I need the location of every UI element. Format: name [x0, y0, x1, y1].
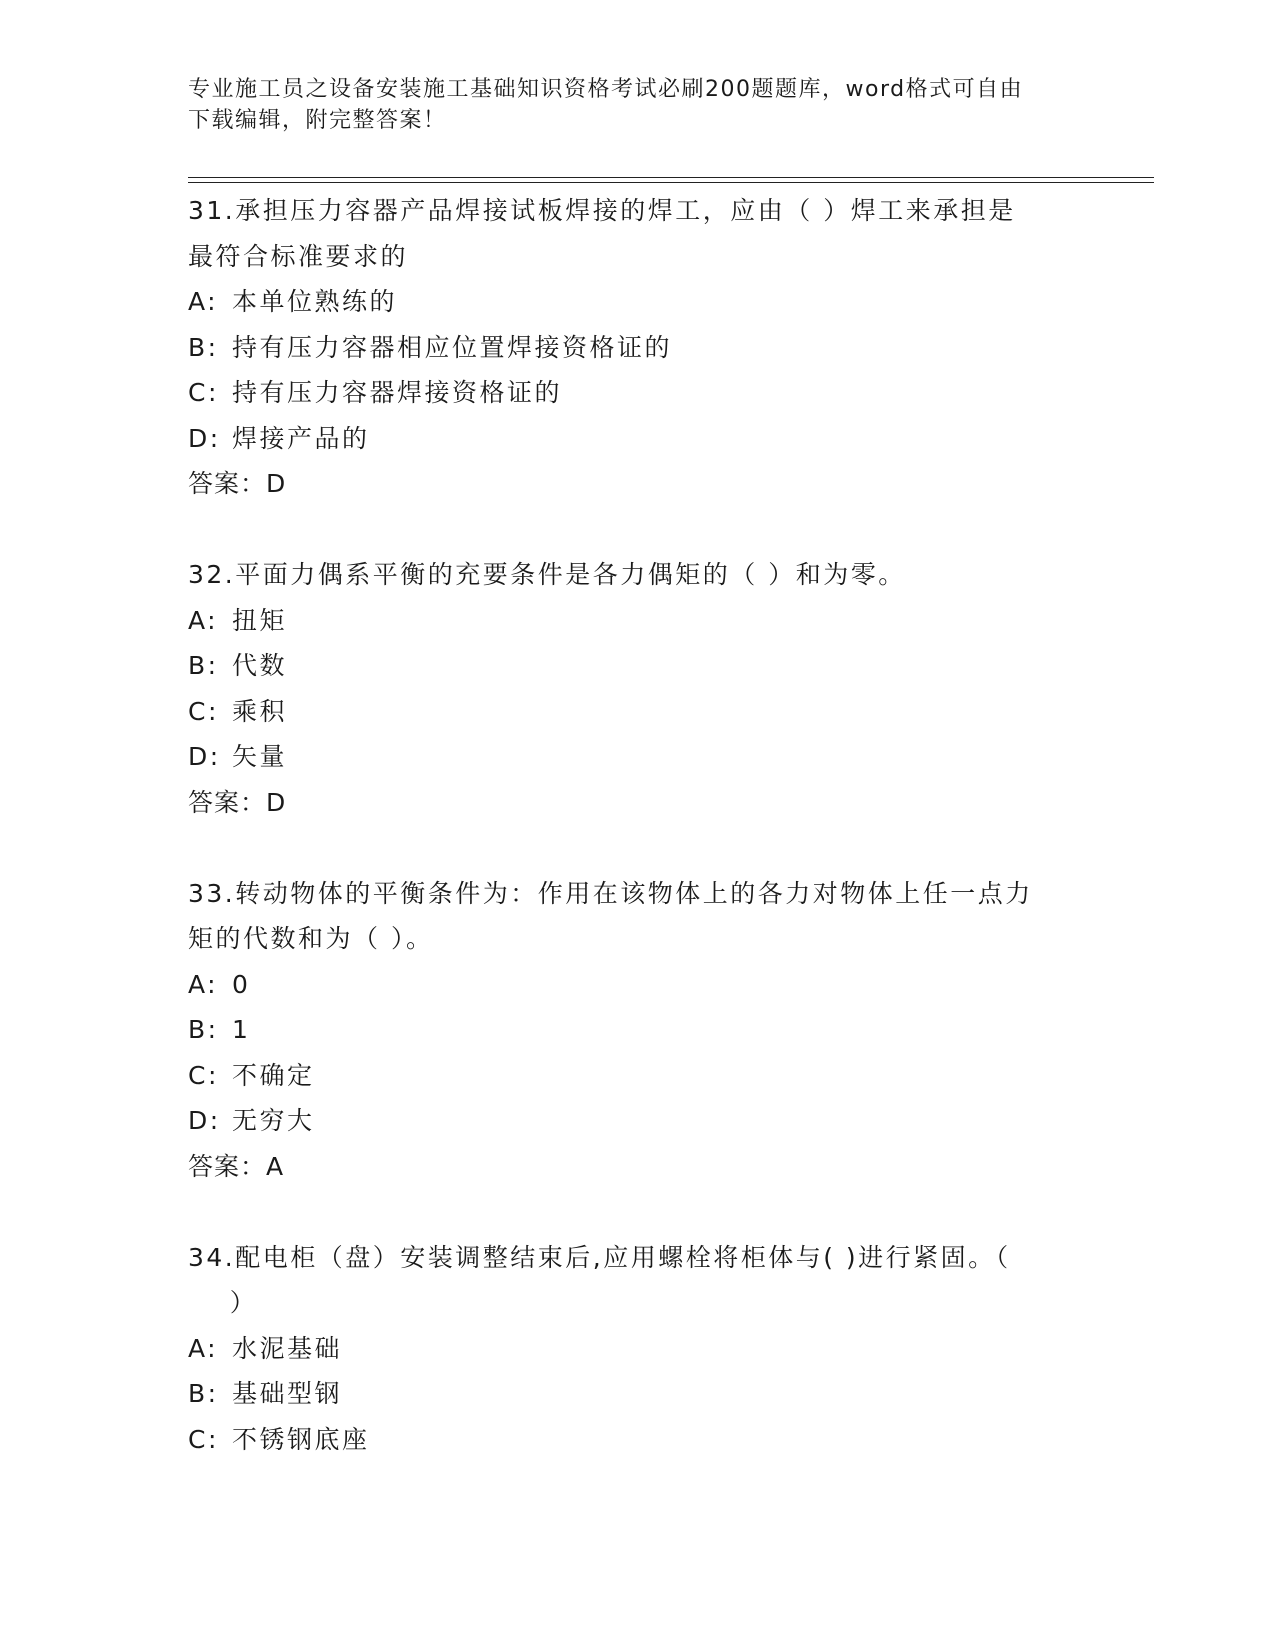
option-label: A:	[188, 1333, 219, 1363]
question-stem: 31.承担压力容器产品焊接试板焊接的焊工，应由（ ）焊工来承担是	[188, 196, 1016, 225]
option-text: 不锈钢底座	[232, 1424, 370, 1454]
option-text: 乘积	[232, 696, 288, 726]
option-label: A:	[188, 287, 219, 316]
option-label: B:	[188, 1015, 219, 1044]
option-text: 焊接产品的	[232, 423, 370, 453]
header-divider-top	[188, 177, 1154, 178]
question-list	[188, 188, 1088, 1462]
option-text: 无穷大	[232, 1106, 315, 1135]
question-stem: 33.转动物体的平衡条件为：作用在该物体上的各力对物体上任一点力	[188, 878, 1033, 908]
question-stem: 32.平面力偶系平衡的充要条件是各力偶矩的（ ）和为零。	[188, 560, 906, 589]
header-line-1: 专业施工员之设备安装施工基础知识资格考试必刷200题题库，word格式可自由	[188, 77, 1024, 102]
option-text: 基础型钢	[232, 1379, 343, 1408]
option-c	[188, 1417, 1088, 1463]
option-label: D:	[188, 1106, 221, 1135]
option-text: 水泥基础	[232, 1333, 343, 1363]
question-stem-continued: ）	[188, 1288, 258, 1317]
option-text: 扭矩	[232, 605, 288, 635]
option-b	[188, 325, 1088, 371]
question-stem-continued: 矩的代数和为（ ）。	[188, 924, 434, 953]
option-label: B:	[188, 1379, 219, 1408]
option-text: 不确定	[232, 1060, 315, 1090]
question-33	[188, 871, 1088, 1190]
option-d	[188, 416, 1088, 462]
answer-text: 答案：D	[188, 787, 287, 817]
option-text: 持有压力容器相应位置焊接资格证的	[232, 332, 673, 362]
option-a	[188, 598, 1088, 644]
option-d	[188, 734, 1088, 780]
option-c	[188, 1053, 1088, 1099]
option-label: B:	[188, 332, 219, 362]
document-header	[188, 74, 1068, 136]
header-divider-bottom	[188, 182, 1154, 183]
option-text: 持有压力容器焊接资格证的	[232, 378, 563, 407]
option-text: 矢量	[232, 742, 288, 771]
option-a	[188, 962, 1088, 1008]
option-label: C:	[188, 1424, 219, 1454]
option-c	[188, 689, 1088, 735]
option-label: C:	[188, 696, 219, 726]
option-label: D:	[188, 423, 221, 453]
question-34	[188, 1235, 1088, 1463]
option-text: 代数	[232, 651, 288, 680]
option-a	[188, 1326, 1088, 1372]
option-label: C:	[188, 378, 219, 407]
option-b	[188, 1007, 1088, 1053]
option-d	[188, 1098, 1088, 1144]
option-text: 1	[232, 1015, 251, 1044]
option-label: D:	[188, 742, 221, 771]
answer-text: 答案：A	[188, 1151, 285, 1181]
header-line-2: 下载编辑，附完整答案！	[188, 108, 447, 133]
option-label: B:	[188, 651, 219, 680]
option-label: A:	[188, 605, 219, 635]
option-text: 0	[232, 969, 251, 999]
question-stem-continued: 最符合标准要求的	[188, 241, 409, 271]
question-31	[188, 188, 1088, 507]
option-a	[188, 279, 1088, 325]
answer-text: 答案：D	[188, 469, 287, 498]
option-label: A:	[188, 969, 219, 999]
option-text: 本单位熟练的	[232, 287, 398, 316]
question-32	[188, 552, 1088, 825]
option-label: C:	[188, 1060, 219, 1090]
question-stem: 34.配电柜（盘）安装调整结束后,应用螺栓将柜体与( )进行紧固。（	[188, 1242, 1011, 1272]
option-b	[188, 1371, 1088, 1417]
option-b	[188, 643, 1088, 689]
option-c	[188, 370, 1088, 416]
